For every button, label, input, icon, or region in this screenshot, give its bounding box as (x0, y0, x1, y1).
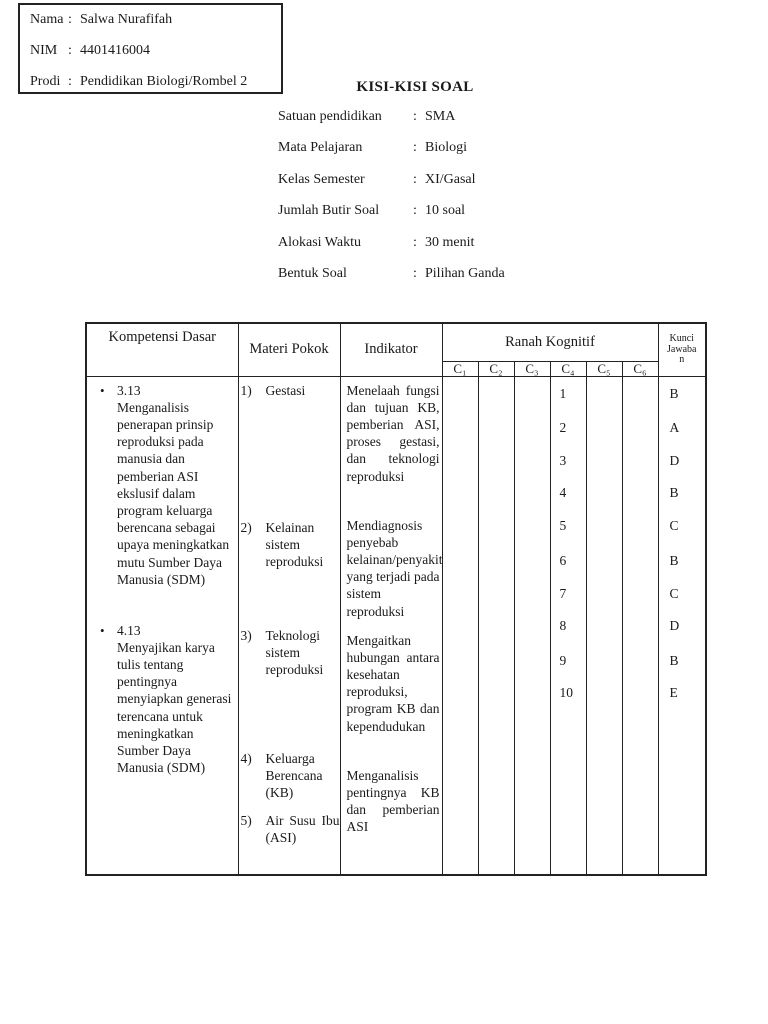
indicator-item-2: Mendiagnosis penyebab kelainan/penyakit yang terjadi pada sistem reproduksi (346, 517, 443, 619)
header-kunci-jawaban: Kunci Jawaban (658, 323, 706, 376)
question-number: 3 (559, 452, 567, 468)
mp-item-5 (241, 812, 340, 846)
bullet-icon: • (100, 382, 105, 398)
detail-row-kelas-semester (278, 171, 505, 202)
answer-key: A (669, 419, 680, 435)
header-c6: C₆ (622, 361, 658, 376)
info-label-nama: Nama (30, 12, 64, 27)
detail-row-satuan-pendidikan (278, 108, 505, 139)
question-number: 9 (559, 652, 567, 668)
answer-key: B (669, 484, 679, 500)
indicator-item-4: Menganalisis pentingnya KB dan pemberian ASI (346, 767, 440, 835)
mp-number: 1) (240, 382, 252, 398)
header-c4: C₄ (550, 361, 586, 376)
detail-colon: : (413, 203, 417, 219)
answer-key: B (669, 652, 679, 668)
detail-label: Bentuk Soal (278, 265, 347, 281)
mp-text: Keluarga Berencana (KB) (265, 750, 323, 800)
question-number: 1 (559, 385, 567, 401)
cell-indikator (340, 376, 442, 875)
info-row-nama (20, 11, 281, 42)
header-c1: C₁ (442, 361, 478, 376)
table-row (86, 376, 706, 875)
detail-row-alokasi-waktu (278, 234, 505, 265)
detail-value: SMA (425, 109, 456, 124)
bullet-icon: • (100, 622, 105, 638)
cell-c1-empty (442, 376, 478, 875)
info-colon: : (68, 43, 72, 58)
mp-item-3 (241, 627, 340, 679)
info-colon: : (68, 12, 72, 27)
detail-label: Alokasi Waktu (278, 234, 361, 250)
mp-text: Air Susu Ibu (ASI) (265, 812, 340, 845)
detail-label: Satuan pendidikan (278, 109, 382, 124)
info-value-prodi: Pendidikan Biologi/Rombel 2 (80, 74, 248, 89)
question-number: 10 (559, 684, 573, 700)
answer-key: E (669, 684, 678, 700)
exam-details (278, 108, 505, 296)
mp-number: 3) (240, 627, 252, 643)
header-indikator: Indikator (340, 323, 442, 376)
indicator-item-1: Menelaah fungsi dan tujuan KB, pemberian ASI, proses gestasi, dan teknologi reproduksi (346, 382, 440, 484)
answer-key: B (669, 552, 679, 568)
answer-key: B (669, 385, 679, 401)
cell-c6-empty (622, 376, 658, 875)
info-row-prodi (20, 73, 281, 104)
detail-value: 30 menit (425, 234, 475, 250)
detail-label: Kelas Semester (278, 171, 365, 187)
header-c2: C₂ (478, 361, 514, 376)
mp-item-1 (241, 382, 340, 399)
answer-key: C (669, 585, 679, 601)
header-ranah-kognitif: Ranah Kognitif (442, 323, 658, 361)
mp-item-4 (241, 750, 340, 802)
detail-row-mata-pelajaran (278, 139, 505, 170)
info-row-nim (20, 42, 281, 73)
info-label-prodi: Prodi (30, 74, 61, 89)
cell-materi-pokok (238, 376, 340, 875)
kd-item-4-13 (100, 622, 236, 777)
answer-key: D (669, 452, 680, 468)
indicator-item-3: Mengaitkan hubungan antara kesehatan reproduksi, program KB dan kependudukan (346, 632, 440, 734)
detail-colon: : (413, 109, 417, 124)
info-value-nim: 4401416004 (80, 43, 150, 58)
question-number: 2 (559, 419, 567, 435)
page-title: KISI-KISI SOAL (356, 79, 474, 95)
detail-label: Mata Pelajaran (278, 140, 363, 156)
answer-key: C (669, 517, 679, 533)
header-materi-pokok: Materi Pokok (238, 323, 340, 376)
cell-c5-empty (586, 376, 622, 875)
info-label-nim: NIM (30, 43, 58, 58)
detail-value: Biologi (425, 140, 468, 156)
kd-item-3-13 (100, 382, 236, 588)
cell-c3-empty (514, 376, 550, 875)
mp-number: 5) (240, 812, 252, 828)
detail-value: 10 soal (425, 203, 466, 219)
question-number: 4 (559, 484, 567, 500)
kd-description: Menganalisis penerapan prinsip reproduksi pada manusia dan pemberian ASI ekslusif dalam program keluarga berencana sebagai upaya meningkatkan mutu Sumber Daya Manusia (SDM) (117, 399, 230, 587)
cell-kunci-jawaban (658, 376, 706, 875)
info-colon: : (68, 74, 72, 89)
header-c5: C₅ (586, 361, 622, 376)
mp-text: Gestasi (265, 382, 306, 398)
header-c3: C₃ (514, 361, 550, 376)
mp-text: Teknologi sistem reproduksi (265, 627, 324, 677)
cell-c2-empty (478, 376, 514, 875)
kd-description: Menyajikan karya tulis tentang pentingnya menyiapkan generasi terencana untuk meningkatkan Sumber Daya Manusia (SDM) (117, 639, 232, 776)
cell-c4-question-numbers (550, 376, 586, 875)
mp-number: 4) (240, 750, 252, 766)
mp-item-2 (241, 519, 340, 571)
detail-row-bentuk-soal (278, 265, 505, 296)
mp-number: 2) (240, 519, 252, 535)
question-number: 8 (559, 617, 567, 633)
mp-text: Kelainan sistem reproduksi (265, 519, 324, 569)
student-info-box (18, 3, 283, 94)
question-number: 6 (559, 552, 567, 568)
detail-value: Pilihan Ganda (425, 265, 505, 281)
detail-colon: : (413, 171, 417, 187)
kd-code: 3.13 (117, 382, 141, 398)
detail-label: Jumlah Butir Soal (278, 203, 380, 219)
header-kompetensi-dasar: Kompetensi Dasar (86, 323, 238, 376)
cell-kompetensi-dasar (86, 376, 238, 875)
detail-row-jumlah-butir-soal (278, 202, 505, 233)
question-number: 5 (559, 517, 567, 533)
kisi-kisi-table (85, 322, 707, 876)
answer-key: D (669, 617, 680, 633)
kd-code: 4.13 (117, 622, 141, 638)
detail-colon: : (413, 265, 417, 281)
question-number: 7 (559, 585, 567, 601)
detail-colon: : (413, 140, 417, 156)
detail-colon: : (413, 234, 417, 250)
info-value-nama: Salwa Nurafifah (80, 12, 173, 27)
detail-value: XI/Gasal (425, 171, 476, 187)
